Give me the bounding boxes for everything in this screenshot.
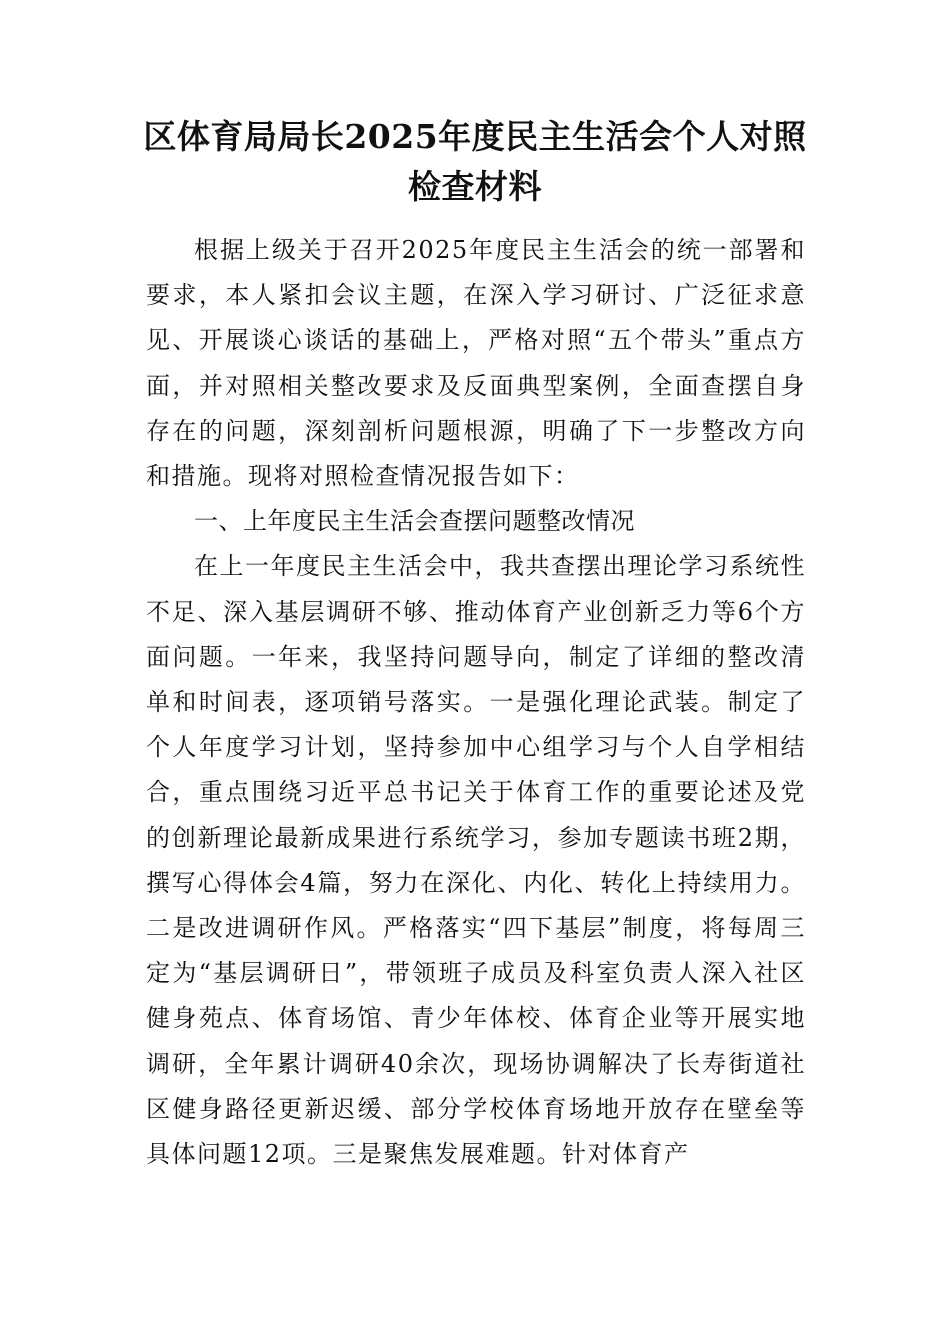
intro-paragraph: 根据上级关于召开2025年度民主生活会的统一部署和要求，本人紧扣会议主题，在深入学习研讨、广泛征求意见、开展谈心谈话的基础上，严格对照“五个带头”重点方面，并对照相关整改要求及反面典型案例，全面查摆自身存在的问题，深刻剖析问题根源，明确了下一步整改方向和措施。现将对照检查情况报告如下： — [146, 236, 806, 491]
document-title: 区体育局局长2025年度民主生活会个人对照检查材料 — [143, 117, 807, 206]
section-heading: 一、上年度民主生活会查摆问题整改情况 — [194, 507, 635, 536]
section-paragraph: 在上一年度民主生活会中，我共查摆出理论学习系统性不足、深入基层调研不够、推动体育产业创新乏力等6个方面问题。一年来，我坚持问题导向，制定了详细的整改清单和时间表，逐项销号落实。一是强化理论武装。制定了个人年度学习计划，坚持参加中心组学习与个人自学相结合，重点围绕习近平总书记关于体育工作的重要论述及党的创新理论最新成果进行系统学习，参加专题读书班2期，撰写心得体会4篇，努力在深化、内化、转化上持续用力。二是改进调研作风。严格落实“四下基层”制度，将每周三定为“基层调研日”，带领班子成员及科室负责人深入社区健身苑点、体育场馆、青少年体校、体育企业等开展实地调研，全年累计调研40余次，现场协调解决了长寿街道社区健身路径更新迟缓、部分学校体育场地开放存在壁垒等具体问题12项。三是聚焦发展难题。针对体育产 — [146, 552, 806, 1169]
document-body — [146, 228, 806, 1177]
